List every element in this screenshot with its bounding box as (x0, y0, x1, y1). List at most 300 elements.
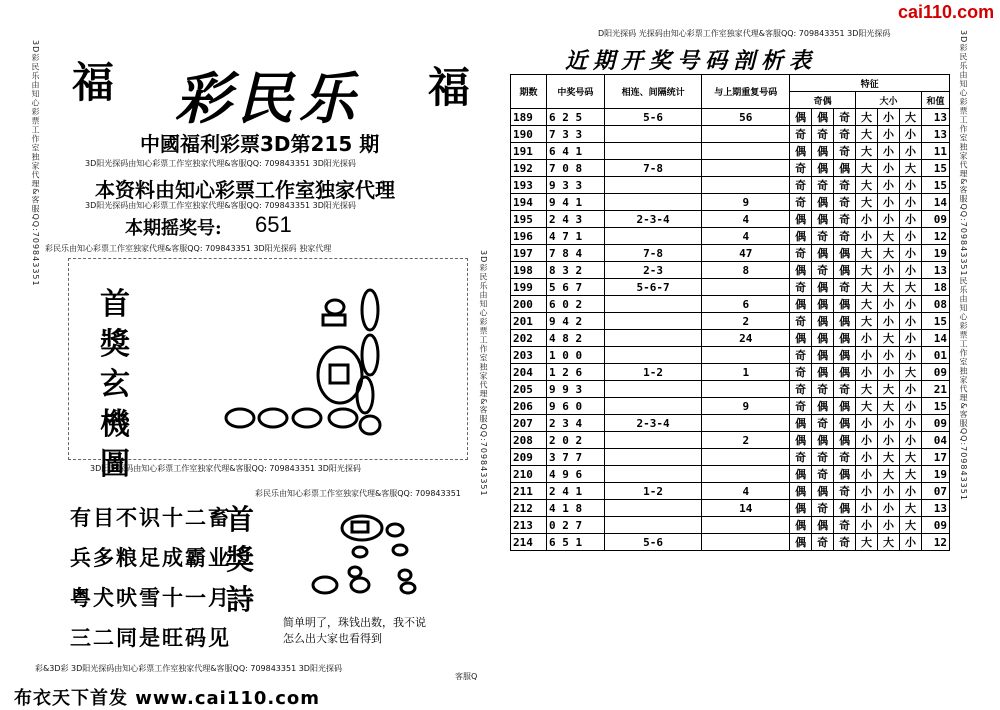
table-row (511, 432, 950, 449)
cell-sum: 21 (921, 381, 949, 398)
poem-title (226, 500, 262, 620)
cell-bs-3: 小 (900, 330, 922, 347)
cell-bs-3: 小 (900, 483, 922, 500)
table-row (511, 517, 950, 534)
cell-bs-3: 大 (900, 364, 922, 381)
cell-oe-1: 偶 (790, 330, 812, 347)
cell-oe-2: 奇 (812, 262, 834, 279)
cell-issue: 212 (511, 500, 547, 517)
cell-sum: 15 (921, 177, 949, 194)
table-row (511, 364, 950, 381)
header-bigsmall: 大小 (856, 92, 922, 109)
table-row (511, 177, 950, 194)
poem-title-char: 獎 (226, 543, 255, 576)
cell-repeat (702, 534, 790, 551)
poem (70, 498, 231, 658)
cell-bs-2: 小 (878, 160, 900, 177)
cell-bs-3: 大 (900, 517, 922, 534)
cell-oe-1: 奇 (790, 449, 812, 466)
cell-issue: 204 (511, 364, 547, 381)
cell-bs-2: 小 (878, 143, 900, 160)
cell-oe-1: 偶 (790, 483, 812, 500)
cell-repeat: 9 (702, 398, 790, 415)
cell-bs-1: 小 (856, 517, 878, 534)
cell-number: 8 3 2 (546, 262, 604, 279)
agent-line: 本资料由知心彩票工作室独家代理 (95, 178, 395, 202)
cell-repeat (702, 160, 790, 177)
cell-oe-2: 奇 (812, 466, 834, 483)
cell-bs-3: 小 (900, 398, 922, 415)
cell-oe-3: 偶 (834, 500, 856, 517)
cell-number: 4 8 2 (546, 330, 604, 347)
cell-oe-2: 奇 (812, 449, 834, 466)
cell-oe-1: 奇 (790, 194, 812, 211)
cell-oe-3: 奇 (834, 449, 856, 466)
cell-oe-1: 偶 (790, 466, 812, 483)
cell-number: 6 2 5 (546, 109, 604, 126)
cell-bs-1: 大 (856, 381, 878, 398)
cell-sum: 13 (921, 262, 949, 279)
cell-issue: 202 (511, 330, 547, 347)
cell-number: 2 0 2 (546, 432, 604, 449)
cell-gap (604, 347, 702, 364)
cell-gap (604, 466, 702, 483)
cell-issue: 208 (511, 432, 547, 449)
cell-issue: 203 (511, 347, 547, 364)
cell-sum: 13 (921, 109, 949, 126)
cell-oe-1: 奇 (790, 364, 812, 381)
cell-bs-2: 小 (878, 177, 900, 194)
cell-gap: 7-8 (604, 160, 702, 177)
cell-oe-1: 奇 (790, 313, 812, 330)
cell-gap (604, 432, 702, 449)
cell-number: 3 7 7 (546, 449, 604, 466)
cell-gap: 2-3-4 (604, 415, 702, 432)
right-side-text: 3D彩民乐由知心彩票工作室独家代理&客服QQ:709843351民乐由知心彩票工作室独家代理&客服QQ:709843351 (959, 30, 968, 501)
cell-bs-2: 大 (878, 228, 900, 245)
contact-line-poem-top: 彩民乐由知心彩票工作室独家代理&客服QQ: 709843351 (255, 489, 461, 498)
cell-oe-2: 奇 (812, 126, 834, 143)
cell-repeat: 4 (702, 211, 790, 228)
cell-repeat (702, 415, 790, 432)
cell-issue: 198 (511, 262, 547, 279)
cell-bs-1: 大 (856, 398, 878, 415)
cell-issue: 201 (511, 313, 547, 330)
cell-bs-1: 小 (856, 211, 878, 228)
cell-oe-3: 奇 (834, 126, 856, 143)
cell-oe-1: 偶 (790, 143, 812, 160)
cell-sum: 13 (921, 126, 949, 143)
header-oddeven: 奇偶 (790, 92, 856, 109)
tuji-char: 獎 (100, 327, 130, 362)
footer: 布衣天下首发 www.cai110.com (14, 688, 321, 709)
cell-gap (604, 143, 702, 160)
contact-line-box-bottom: 3D阳光探码由知心彩票工作室独家代理&客服QQ: 709843351 3D阳光探码 (90, 464, 361, 473)
cell-oe-3: 偶 (834, 398, 856, 415)
cell-oe-1: 偶 (790, 432, 812, 449)
header-issue: 期数 (511, 75, 547, 109)
cell-bs-3: 大 (900, 449, 922, 466)
table-row (511, 109, 950, 126)
cell-sum: 08 (921, 296, 949, 313)
cell-oe-2: 偶 (812, 211, 834, 228)
cell-repeat (702, 347, 790, 364)
cell-oe-1: 奇 (790, 347, 812, 364)
cell-bs-1: 小 (856, 415, 878, 432)
cell-gap (604, 313, 702, 330)
side-text-right: 3D彩民乐由知心彩票工作室独家代理&客服QQ:709843351 (479, 250, 488, 497)
cell-number: 9 4 2 (546, 313, 604, 330)
cell-oe-1: 奇 (790, 160, 812, 177)
cell-repeat: 47 (702, 245, 790, 262)
cell-oe-1: 偶 (790, 517, 812, 534)
cell-bs-2: 小 (878, 432, 900, 449)
cell-oe-1: 奇 (790, 398, 812, 415)
cell-repeat: 4 (702, 483, 790, 500)
cell-repeat (702, 466, 790, 483)
cell-oe-3: 奇 (834, 517, 856, 534)
cell-sum: 15 (921, 313, 949, 330)
table-row (511, 296, 950, 313)
cell-gap (604, 517, 702, 534)
cell-bs-1: 小 (856, 432, 878, 449)
cell-number: 6 0 2 (546, 296, 604, 313)
cell-oe-3: 奇 (834, 109, 856, 126)
cell-issue: 210 (511, 466, 547, 483)
cell-bs-3: 小 (900, 296, 922, 313)
cell-oe-1: 奇 (790, 381, 812, 398)
cell-sum: 09 (921, 211, 949, 228)
cell-bs-1: 大 (856, 296, 878, 313)
table-row (511, 262, 950, 279)
cell-gap: 2-3-4 (604, 211, 702, 228)
cell-repeat: 24 (702, 330, 790, 347)
cell-bs-1: 大 (856, 160, 878, 177)
table-row (511, 313, 950, 330)
fu-char-left: 福 (72, 58, 115, 107)
cell-sum: 13 (921, 500, 949, 517)
cell-oe-2: 偶 (812, 483, 834, 500)
poem-line: 兵多粮足成霸业 (70, 546, 231, 570)
cell-bs-2: 大 (878, 330, 900, 347)
contact-line-mid: 3D阳光探码由知心彩票工作室独家代理&客服QQ: 709843351 3D阳光探码 (85, 201, 356, 210)
cell-bs-1: 大 (856, 313, 878, 330)
cell-bs-3: 大 (900, 109, 922, 126)
cell-bs-2: 小 (878, 483, 900, 500)
cell-issue: 190 (511, 126, 547, 143)
cell-repeat (702, 449, 790, 466)
cell-oe-3: 偶 (834, 313, 856, 330)
cell-oe-2: 奇 (812, 415, 834, 432)
header-repeat: 与上期重复号码 (702, 75, 790, 109)
cell-number: 9 6 0 (546, 398, 604, 415)
cell-sum: 19 (921, 466, 949, 483)
cell-sum: 19 (921, 245, 949, 262)
cell-oe-2: 偶 (812, 517, 834, 534)
cell-sum: 14 (921, 194, 949, 211)
table-row (511, 245, 950, 262)
cell-oe-2: 偶 (812, 313, 834, 330)
note-line-1: 简单明了，珠钱出数，我不说 (283, 616, 426, 629)
watermark: cai110.com (898, 2, 995, 22)
cell-bs-1: 小 (856, 364, 878, 381)
cell-gap: 2-3 (604, 262, 702, 279)
cell-oe-1: 偶 (790, 109, 812, 126)
cell-gap: 5-6 (604, 534, 702, 551)
cell-number: 9 9 3 (546, 381, 604, 398)
fu-char-right: 福 (428, 63, 471, 112)
cell-bs-3: 小 (900, 347, 922, 364)
cell-oe-2: 偶 (812, 296, 834, 313)
cell-oe-1: 奇 (790, 245, 812, 262)
header-sum: 和值 (921, 92, 949, 109)
cell-number: 7 0 8 (546, 160, 604, 177)
table-row (511, 194, 950, 211)
cell-oe-3: 偶 (834, 330, 856, 347)
cell-bs-1: 小 (856, 330, 878, 347)
poem-drawing (300, 510, 430, 600)
table-row (511, 466, 950, 483)
tuji-drawing (215, 285, 415, 445)
note-line-2: 怎么出大家也看得到 (283, 632, 382, 645)
cell-bs-3: 小 (900, 432, 922, 449)
cell-bs-2: 大 (878, 534, 900, 551)
tuji-char: 玄 (100, 367, 130, 402)
table-row (511, 534, 950, 551)
cell-gap (604, 296, 702, 313)
cell-bs-1: 大 (856, 109, 878, 126)
cell-oe-2: 偶 (812, 245, 834, 262)
table-row (511, 330, 950, 347)
cell-bs-3: 大 (900, 160, 922, 177)
cell-sum: 09 (921, 517, 949, 534)
cell-sum: 11 (921, 143, 949, 160)
cell-number: 6 5 1 (546, 534, 604, 551)
cell-bs-2: 大 (878, 449, 900, 466)
cell-issue: 211 (511, 483, 547, 500)
cell-oe-1: 偶 (790, 228, 812, 245)
cell-bs-2: 小 (878, 211, 900, 228)
cell-bs-3: 小 (900, 228, 922, 245)
cell-number: 2 4 3 (546, 211, 604, 228)
contact-line-bottom: 彩&3D彩 3D阳光探码由知心彩票工作室独家代理&客服QQ: 709843351 3D阳光探码 (35, 664, 342, 673)
cell-gap (604, 500, 702, 517)
cell-bs-1: 大 (856, 194, 878, 211)
cell-bs-2: 小 (878, 347, 900, 364)
cell-number: 4 9 6 (546, 466, 604, 483)
table-title: 近期开奖号码剖析表 (565, 48, 818, 74)
cell-number: 5 6 7 (546, 279, 604, 296)
tuji-title (100, 285, 140, 485)
cell-oe-3: 偶 (834, 245, 856, 262)
cell-oe-1: 偶 (790, 296, 812, 313)
cell-sum: 01 (921, 347, 949, 364)
cell-repeat: 2 (702, 313, 790, 330)
cell-number: 2 3 4 (546, 415, 604, 432)
cell-bs-2: 小 (878, 109, 900, 126)
header-gap: 相连、间隔统计 (604, 75, 702, 109)
cell-oe-3: 偶 (834, 466, 856, 483)
cell-gap (604, 228, 702, 245)
cell-issue: 206 (511, 398, 547, 415)
cell-issue: 205 (511, 381, 547, 398)
cell-bs-2: 小 (878, 364, 900, 381)
cell-number: 7 3 3 (546, 126, 604, 143)
cell-oe-2: 偶 (812, 330, 834, 347)
cell-oe-1: 偶 (790, 211, 812, 228)
cell-oe-3: 偶 (834, 262, 856, 279)
cell-gap (604, 126, 702, 143)
cell-oe-3: 偶 (834, 415, 856, 432)
cell-oe-2: 偶 (812, 432, 834, 449)
cell-bs-2: 小 (878, 415, 900, 432)
cell-number: 1 0 0 (546, 347, 604, 364)
cell-sum: 18 (921, 279, 949, 296)
cell-issue: 195 (511, 211, 547, 228)
header-number: 中奖号码 (546, 75, 604, 109)
cell-oe-1: 偶 (790, 415, 812, 432)
cell-bs-2: 小 (878, 296, 900, 313)
cell-oe-3: 奇 (834, 483, 856, 500)
cell-gap (604, 194, 702, 211)
cell-bs-3: 大 (900, 500, 922, 517)
cell-bs-3: 小 (900, 126, 922, 143)
cell-repeat: 14 (702, 500, 790, 517)
cell-sum: 12 (921, 534, 949, 551)
cell-bs-2: 大 (878, 398, 900, 415)
cell-bs-1: 小 (856, 466, 878, 483)
cell-oe-3: 偶 (834, 347, 856, 364)
poem-line: 三二同是旺码见 (70, 626, 231, 650)
poem-line: 粤犬吠雪十一月 (70, 586, 231, 610)
cell-repeat (702, 279, 790, 296)
cell-oe-2: 偶 (812, 109, 834, 126)
cell-bs-3: 小 (900, 245, 922, 262)
cell-repeat (702, 381, 790, 398)
cell-oe-2: 奇 (812, 177, 834, 194)
cell-bs-3: 小 (900, 534, 922, 551)
cell-gap: 7-8 (604, 245, 702, 262)
table-row (511, 143, 950, 160)
cell-bs-1: 小 (856, 483, 878, 500)
cell-issue: 214 (511, 534, 547, 551)
poem-title-char: 詩 (226, 583, 255, 616)
cell-bs-1: 大 (856, 143, 878, 160)
cell-bs-3: 小 (900, 143, 922, 160)
cell-issue: 196 (511, 228, 547, 245)
table-row (511, 483, 950, 500)
cell-bs-1: 大 (856, 279, 878, 296)
cell-oe-2: 偶 (812, 347, 834, 364)
cell-repeat (702, 143, 790, 160)
cell-oe-2: 偶 (812, 143, 834, 160)
table-row (511, 228, 950, 245)
table-row (511, 398, 950, 415)
cell-bs-1: 小 (856, 347, 878, 364)
cell-oe-3: 奇 (834, 381, 856, 398)
cell-bs-3: 小 (900, 194, 922, 211)
cell-number: 0 2 7 (546, 517, 604, 534)
cell-oe-2: 奇 (812, 500, 834, 517)
cell-bs-2: 小 (878, 517, 900, 534)
logo-title: 彩民乐 (175, 66, 361, 132)
cell-bs-1: 小 (856, 449, 878, 466)
contact-line-box-top: 彩民乐由知心彩票工作室独家代理&客服QQ: 709843351 3D阳光探码 独家代理 (45, 244, 332, 253)
cell-bs-2: 小 (878, 262, 900, 279)
cell-bs-2: 小 (878, 313, 900, 330)
cell-oe-3: 偶 (834, 160, 856, 177)
draw-number: 651 (255, 212, 292, 237)
cell-oe-2: 偶 (812, 398, 834, 415)
table-row (511, 126, 950, 143)
table-row (511, 279, 950, 296)
cell-sum: 17 (921, 449, 949, 466)
left-panel (0, 0, 500, 707)
cell-number: 4 7 1 (546, 228, 604, 245)
cell-bs-3: 大 (900, 466, 922, 483)
cell-oe-2: 奇 (812, 534, 834, 551)
cell-bs-2: 小 (878, 194, 900, 211)
draw-label: 本期摇奖号: (125, 218, 222, 239)
cell-issue: 194 (511, 194, 547, 211)
table-row (511, 449, 950, 466)
cell-issue: 207 (511, 415, 547, 432)
table-row (511, 347, 950, 364)
cell-oe-1: 奇 (790, 177, 812, 194)
cell-sum: 07 (921, 483, 949, 500)
cell-number: 9 3 3 (546, 177, 604, 194)
cell-bs-1: 小 (856, 228, 878, 245)
table-row (511, 415, 950, 432)
issue-title: 中國福利彩票3D第215 期 (140, 132, 380, 156)
cell-number: 4 1 8 (546, 500, 604, 517)
cell-repeat: 6 (702, 296, 790, 313)
cell-oe-1: 奇 (790, 279, 812, 296)
cell-issue: 192 (511, 160, 547, 177)
cell-bs-1: 大 (856, 262, 878, 279)
cell-oe-3: 奇 (834, 228, 856, 245)
cell-number: 2 4 1 (546, 483, 604, 500)
cell-repeat: 4 (702, 228, 790, 245)
cell-bs-3: 大 (900, 279, 922, 296)
cell-oe-2: 偶 (812, 194, 834, 211)
cell-oe-3: 偶 (834, 296, 856, 313)
tuji-char: 首 (100, 287, 130, 322)
cell-repeat: 9 (702, 194, 790, 211)
cell-sum: 14 (921, 330, 949, 347)
poem-title-char: 首 (226, 503, 255, 536)
header-feature: 特征 (790, 75, 950, 92)
cell-repeat (702, 517, 790, 534)
cell-sum: 15 (921, 398, 949, 415)
cell-oe-3: 奇 (834, 194, 856, 211)
cell-bs-1: 大 (856, 126, 878, 143)
cell-oe-2: 偶 (812, 160, 834, 177)
cell-gap (604, 177, 702, 194)
bottom-corner-text: 客服Q (455, 672, 478, 681)
cell-issue: 199 (511, 279, 547, 296)
cell-oe-1: 奇 (790, 126, 812, 143)
cell-sum: 04 (921, 432, 949, 449)
cell-gap: 1-2 (604, 364, 702, 381)
cell-gap: 5-6 (604, 109, 702, 126)
cell-oe-1: 偶 (790, 534, 812, 551)
cell-number: 1 2 6 (546, 364, 604, 381)
cell-bs-2: 大 (878, 279, 900, 296)
table-row (511, 211, 950, 228)
cell-repeat (702, 177, 790, 194)
cell-gap: 5-6-7 (604, 279, 702, 296)
